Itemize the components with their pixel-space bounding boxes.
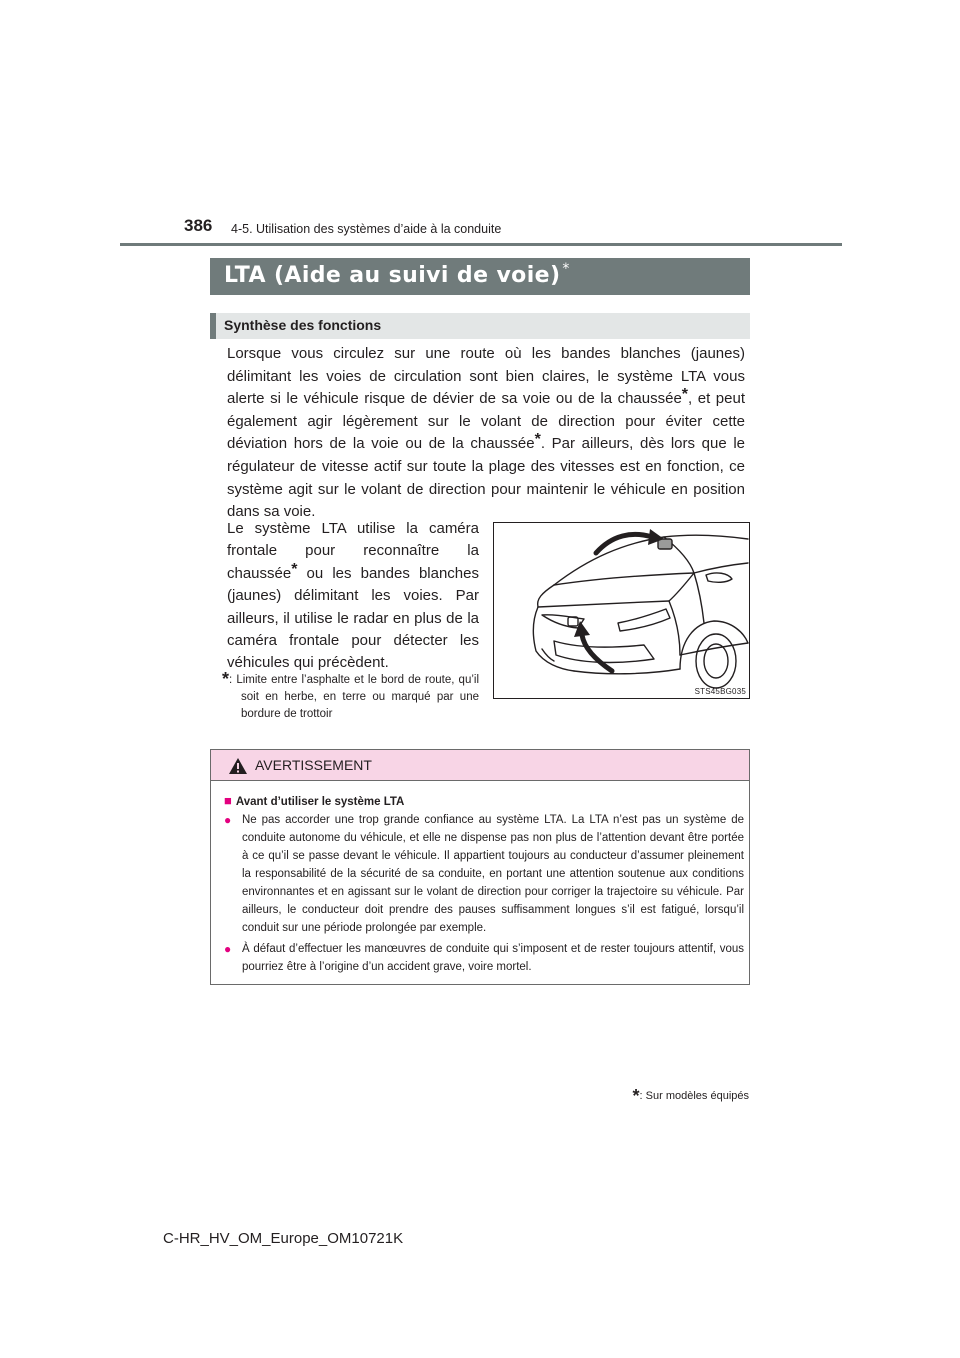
warning-subtitle <box>224 793 404 808</box>
title-asterisk: * <box>562 261 570 277</box>
car-illustration <box>493 522 750 699</box>
bullet-dot-icon: ● <box>224 942 232 956</box>
footnote-star: * <box>222 669 230 689</box>
warning-item-text: Ne pas accorder une trop grande confiance au système LTA. La LTA n’est pas un système de conduite autonome du véhicule, et elle ne dispense pas non plus de l’attention devant être portée à ce qu’il se passe devant le véhicule. Il appartient toujours au conducteur d’assumer pleinement la responsabilité de la sécurité de sa conduite, en portant une attention soutenue aux conditions environnantes et en agissant sur le volant de direction pour corriger la trajectoire su véhicule. Par ailleurs, le conducteur doit prendre des pauses suffisamment longues s’il est fatigué, lorsqu’il conduit sur une période prolongée par exemple. <box>242 814 744 934</box>
subheading-bar <box>210 313 750 339</box>
intro-text-1: Lorsque vous circulez sur une route où les bandes blanches (jaunes) délimitant les voies de circulation sont bien claires, le système LTA vous alerte si le véhicule risque de dévier de sa voie ou de la chaussée <box>227 345 745 408</box>
warning-subtitle-text: Avant d’utiliser le système LTA <box>235 796 405 808</box>
subheading-accent <box>210 313 216 339</box>
figure-code: STS45BG035 <box>694 687 746 696</box>
camera-star: * <box>291 560 298 578</box>
page-title-text: LTA (Aide au suivi de voie) <box>224 263 561 288</box>
camera-paragraph <box>227 518 479 675</box>
warning-header <box>211 750 749 781</box>
camera-text-2: ou les bandes blanches (jaunes) délimitant les voies. Par ailleurs, il utilise le radar en plus de la caméra frontale pour détecter les véhicules qui précèdent. <box>227 564 479 672</box>
intro-text-3: . Par ailleurs, dès lors que le régulateur de vitesse actif sur toute la plage des vitesses est en fonction, ce système agit sur le volant de direction pour maintenir le véhicule en position dans sa voie. <box>227 435 745 521</box>
subheading-label: Synthèse des fonctions <box>224 317 382 333</box>
square-bullet-icon: ■ <box>224 793 232 808</box>
models-note <box>633 1086 749 1107</box>
intro-text-2: , et peut également agir légèrement sur le volant de direction pour éviter cette déviation hors de la voie ou de la chaussée <box>227 390 745 453</box>
page-title <box>210 258 750 295</box>
camera-text-1: Le système LTA utilise la caméra frontale pour reconnaître la chaussée <box>227 520 479 582</box>
warning-item-text: À défaut d’effectuer les manœuvres de conduite qui s’imposent et de rester toujours attentif, vous pourriez être à l’origine d’un accident grave, voire mortel. <box>242 943 744 973</box>
car-drawing <box>494 523 749 698</box>
footnote <box>222 671 479 723</box>
models-note-star: * <box>632 1086 640 1106</box>
warning-title: AVERTISSEMENT <box>255 757 372 773</box>
intro-star-2: * <box>534 431 541 449</box>
intro-paragraph <box>227 343 745 524</box>
warning-box <box>210 749 750 985</box>
page-number: 386 <box>184 216 213 235</box>
footnote-text: : Limite entre l’asphalte et le bord de route, qu’il soit en herbe, en terre ou marqué par une bordure de trottoir <box>229 674 479 720</box>
intro-star-1: * <box>681 386 689 404</box>
warning-item <box>224 811 744 937</box>
header-rule <box>120 243 842 246</box>
bullet-dot-icon: ● <box>224 813 232 827</box>
models-note-text: : Sur modèles équipés <box>639 1090 749 1102</box>
warning-item <box>224 940 744 976</box>
warning-triangle-icon <box>228 757 248 775</box>
section-header: 4-5. Utilisation des systèmes d’aide à la conduite <box>231 222 502 236</box>
document-code: C-HR_HV_OM_Europe_OM10721K <box>163 1230 404 1247</box>
